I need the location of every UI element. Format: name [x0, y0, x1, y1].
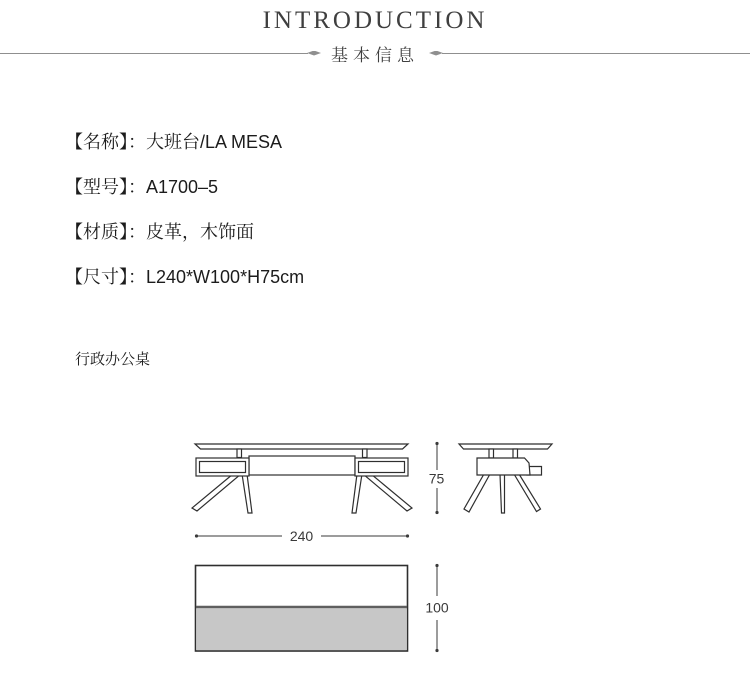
- spec-value: 皮革，木饰面: [146, 222, 254, 242]
- spec-label: 【尺寸】: [65, 267, 128, 287]
- spec-colon: ：: [128, 132, 146, 152]
- section-subtitle: 基本信息: [331, 45, 419, 65]
- page-title: INTRODUCTION: [262, 7, 488, 34]
- spec-colon: ：: [128, 177, 146, 197]
- side-view: [459, 444, 552, 513]
- dimension-height: [429, 442, 445, 514]
- spec-label: 【材质】: [65, 222, 128, 242]
- spec-value: L240*W100*H75cm: [146, 267, 305, 287]
- dimension-depth: [425, 564, 449, 652]
- spec-value: 大班台/LA MESA: [146, 132, 283, 152]
- front-view: [192, 444, 412, 513]
- spec-colon: ：: [128, 222, 146, 242]
- dimension-depth-label: 100: [425, 599, 449, 616]
- dimension-length-label: 240: [289, 528, 314, 544]
- spec-label: 【型号】: [65, 177, 128, 197]
- spec-value: A1700–5: [146, 177, 219, 197]
- dimension-length: [195, 528, 409, 544]
- spec-colon: ：: [128, 267, 146, 287]
- product-type-note: 行政办公桌: [75, 351, 151, 368]
- dimension-height-label: 75: [428, 470, 445, 487]
- spec-label: 【名称】: [65, 132, 128, 152]
- top-view: [196, 566, 408, 652]
